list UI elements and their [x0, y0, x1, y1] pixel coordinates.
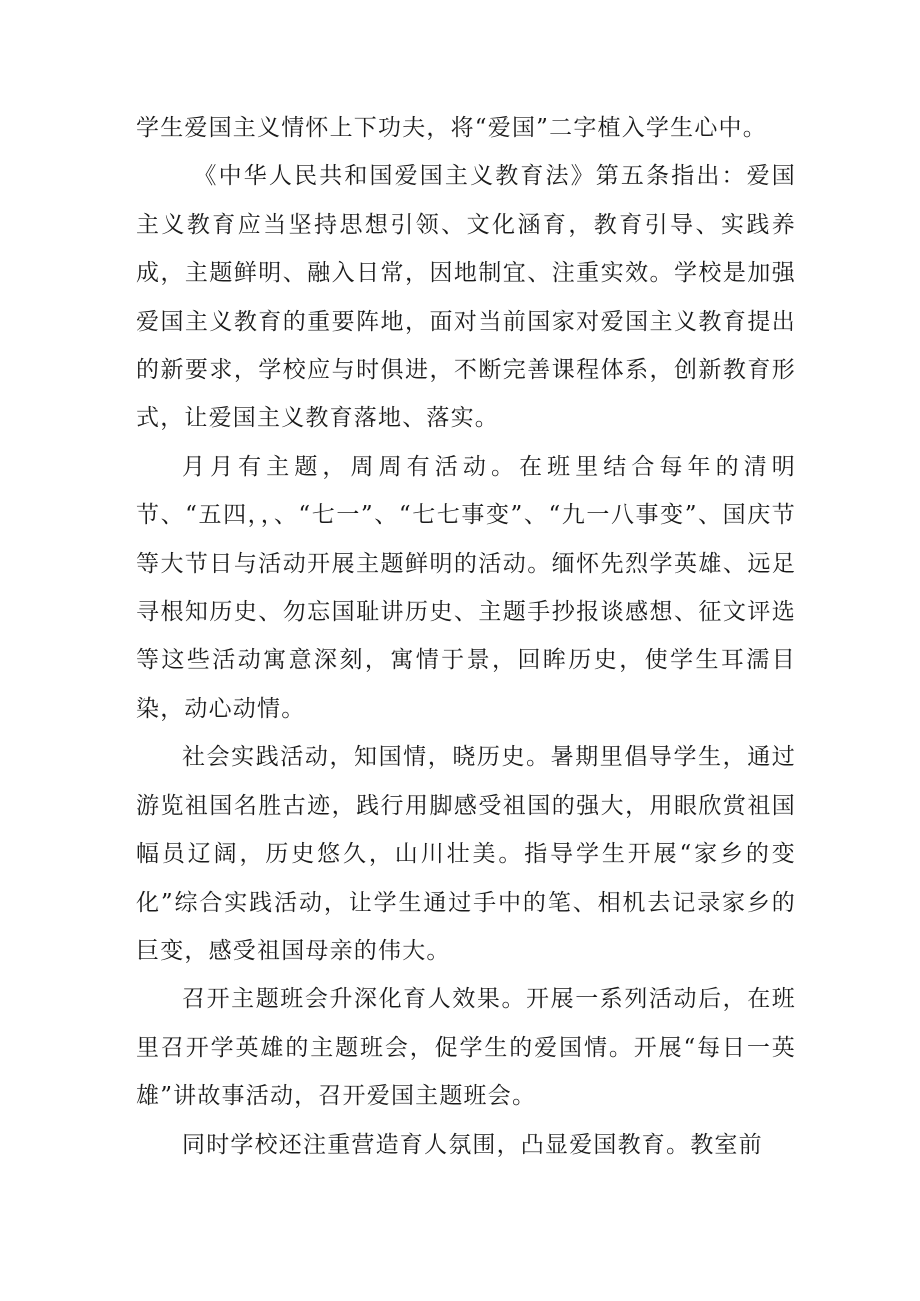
paragraph-social-practice: 社会实践活动，知国情，晓历史。暑期里倡导学生，通过游览祖国名胜古迹，践行用脚感受祖国的强大，用眼欣赏祖国幅员辽阔，历史悠久，山川壮美。指导学生开展“家乡的变化”综合实践活动，让学生通过手中的笔、相机去记录家乡的巨变，感受祖国母亲的伟大。	[136, 744, 796, 964]
paragraph-school-atmosphere: 同时学校还注重营造育人氛围，凸显爱国教育。教室前	[182, 1131, 763, 1158]
paragraph-class-meeting: 召开主题班会升深化育人效果。开展一系列活动后，在班里召开学英雄的主题班会，促学生的爱国情。开展“每日一英雄”讲故事活动，召开爱国主题班会。	[136, 986, 796, 1110]
document-page	[136, 104, 796, 1169]
paragraph-education-law: 《中华人民共和国爱国主义教育法》第五条指出：爱国主义教育应当坚持思想引领、文化涵育，教育引导、实践养成，主题鲜明、融入日常，因地制宜、注重实效。学校是加强爱国主义教育的重要阵地，面对当前国家对爱国主义教育提出的新要求，学校应与时俱进，不断完善课程体系，创新教育形式，让爱国主义教育落地、落实。	[136, 163, 796, 432]
paragraph-continuation: 学生爱国主义情怀上下功夫，将“爱国”二字植入学生心中。	[136, 115, 767, 141]
paragraph-monthly-themes: 月月有主题，周周有活动。在班里结合每年的清明节、“五四，，、“七一”、“七七事变”、“九一八事变”、国庆节等大节日与活动开展主题鲜明的活动。缅怀先烈学英雄、远足寻根知历史、勿忘国耻讲历史、主题手抄报谈感想、征文评选等这些活动寓意深刻，寓情于景，回眸历史，使学生耳濡目染，动心动情。	[136, 453, 796, 722]
